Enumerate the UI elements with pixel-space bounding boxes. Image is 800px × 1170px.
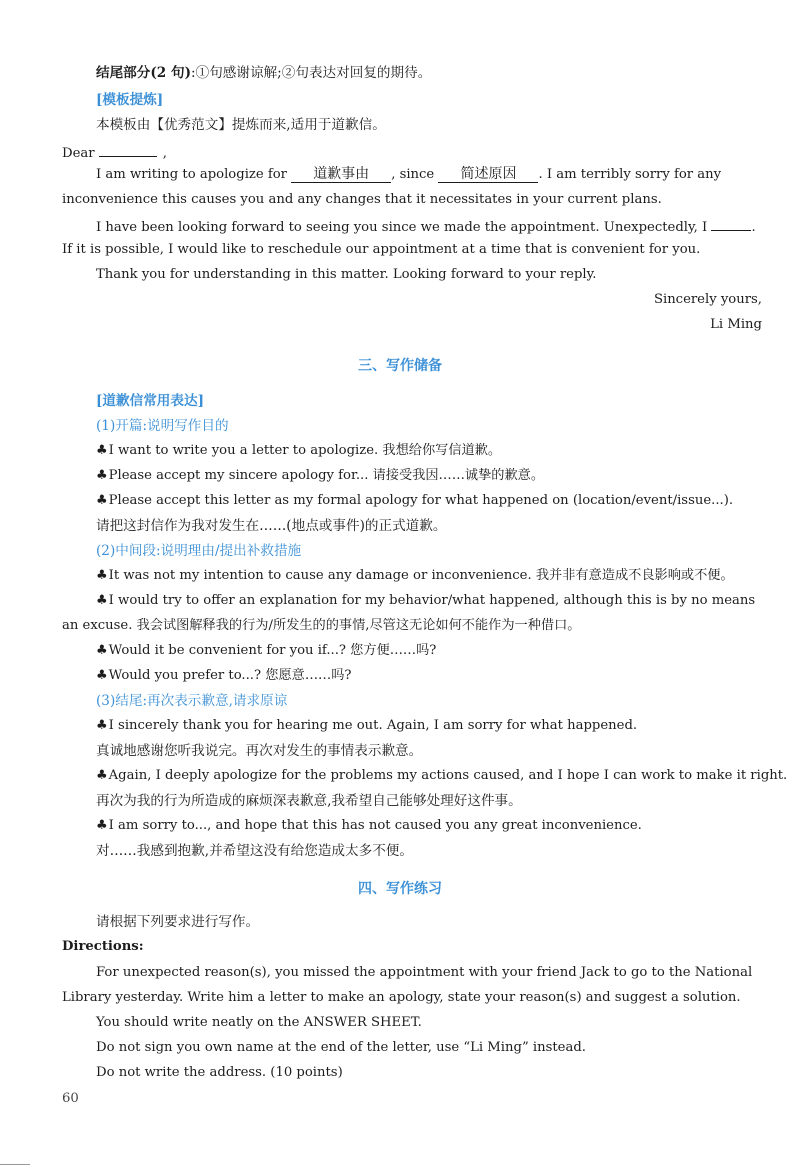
club-icon: ♣ bbox=[96, 643, 108, 658]
expression-10-zh: 对……我感到抱歉,并希望这没有给您造成太多不便。 bbox=[96, 843, 413, 859]
section4-title: 四、写作练习 bbox=[358, 881, 442, 897]
fill-brief-reason: 简述原因 bbox=[438, 166, 538, 183]
expression-9 bbox=[96, 767, 787, 785]
expression-4-text: It was not my intention to cause any damage or inconvenience. 我并非有意造成不良影响或不便。 bbox=[108, 568, 734, 583]
directions-label: Directions: bbox=[62, 939, 144, 954]
club-icon: ♣ bbox=[96, 718, 108, 733]
dear-blank bbox=[99, 142, 157, 157]
end-part-line bbox=[96, 64, 431, 82]
directions-1: For unexpected reason(s), you missed the appointment with your friend Jack to go to the National bbox=[96, 965, 753, 980]
club-icon: ♣ bbox=[96, 468, 108, 483]
expression-4 bbox=[96, 567, 734, 585]
section3-title: 三、写作储备 bbox=[358, 358, 442, 374]
end-part-text: :①句感谢谅解;②句表达对回复的期待。 bbox=[191, 65, 432, 81]
expression-5 bbox=[96, 592, 755, 610]
expression-9-zh: 再次为我的行为所造成的麻烦深表歉意,我希望自己能够处理好这件事。 bbox=[96, 793, 522, 809]
p1-text-a: I am writing to apologize for bbox=[96, 167, 287, 182]
directions-1-cont: Library yesterday. Write him a letter to make an apology, state your reason(s) and suggest a solution. bbox=[62, 990, 741, 1005]
end-part-label: 结尾部分(2 句) bbox=[96, 65, 192, 81]
club-icon: ♣ bbox=[96, 593, 108, 608]
closing: Sincerely yours, bbox=[653, 292, 762, 307]
expression-9-text: Again, I deeply apologize for the problems my actions caused, and I hope I can work to make it right. bbox=[108, 768, 788, 783]
p2-text-a: I have been looking forward to seeing you since we made the appointment. Unexpectedly, I bbox=[96, 220, 708, 235]
template-tag: [模板提炼] bbox=[96, 92, 164, 108]
p2-blank bbox=[711, 216, 751, 231]
expression-3-zh: 请把这封信作为我对发生在……(地点或事件)的正式道歉。 bbox=[96, 518, 447, 534]
p1-text-c: . I am terribly sorry for any bbox=[538, 167, 722, 182]
signature-name: Li Ming bbox=[710, 317, 762, 332]
expression-2-text: Please accept my sincere apology for... 请接受我因……诚挚的歉意。 bbox=[108, 468, 545, 483]
template-p2-line2: If it is possible, I would like to reschedule our appointment at a time that is convenient for you. bbox=[62, 242, 701, 257]
section3-tag: [道歉信常用表达] bbox=[96, 393, 205, 409]
expression-10 bbox=[96, 817, 642, 835]
template-p2-line1 bbox=[96, 216, 756, 237]
section3-sub1: (1)开篇:说明写作目的 bbox=[96, 418, 229, 434]
expression-5-cont: an excuse. 我会试图解释我的行为/所发生的的事情,尽管这无论如何不能作为一种借口。 bbox=[62, 618, 581, 633]
dear-label: Dear bbox=[62, 146, 95, 161]
expression-5-text: I would try to offer an explanation for my behavior/what happened, although this is by no means bbox=[108, 593, 756, 608]
club-icon: ♣ bbox=[96, 768, 108, 783]
page-number: 60 bbox=[62, 1091, 79, 1106]
expression-7 bbox=[96, 667, 351, 685]
dear-line bbox=[62, 142, 167, 163]
dear-comma: , bbox=[162, 146, 167, 161]
club-icon: ♣ bbox=[96, 493, 108, 508]
section4-intro: 请根据下列要求进行写作。 bbox=[96, 914, 260, 930]
expression-3 bbox=[96, 492, 733, 510]
expression-1-text: I want to write you a letter to apologize. 我想给你写信道歉。 bbox=[108, 443, 502, 458]
club-icon: ♣ bbox=[96, 668, 108, 683]
expression-6 bbox=[96, 642, 436, 660]
section3-sub2: (2)中间段:说明理由/提出补救措施 bbox=[96, 543, 302, 559]
expression-1 bbox=[96, 442, 501, 460]
p1-text-b: , since bbox=[391, 167, 435, 182]
section3-sub3: (3)结尾:再次表示歉意,请求原谅 bbox=[96, 693, 288, 709]
template-p3: Thank you for understanding in this matter. Looking forward to your reply. bbox=[96, 267, 597, 282]
directions-4: Do not write the address. (10 points) bbox=[96, 1065, 343, 1080]
template-p1-line2: inconvenience this causes you and any changes that it necessitates in your current plans. bbox=[62, 192, 662, 207]
club-icon: ♣ bbox=[96, 568, 108, 583]
p2-end: . bbox=[751, 220, 756, 235]
expression-7-text: Would you prefer to...? 您愿意……吗? bbox=[108, 668, 352, 683]
corner-mark bbox=[0, 1164, 30, 1165]
expression-8 bbox=[96, 717, 637, 735]
directions-2: You should write neatly on the ANSWER SHEET. bbox=[96, 1015, 422, 1030]
club-icon: ♣ bbox=[96, 443, 108, 458]
expression-6-text: Would it be convenient for you if...? 您方便……吗? bbox=[108, 643, 437, 658]
directions-3: Do not sign you own name at the end of the letter, use “Li Ming” instead. bbox=[96, 1040, 586, 1055]
fill-apology-reason: 道歉事由 bbox=[291, 166, 391, 183]
club-icon: ♣ bbox=[96, 818, 108, 833]
template-intro: 本模板由【优秀范文】提炼而来,适用于道歉信。 bbox=[96, 117, 386, 133]
expression-10-text: I am sorry to..., and hope that this has not caused you any great inconvenience. bbox=[108, 818, 642, 833]
expression-2 bbox=[96, 467, 544, 485]
expression-3-text: Please accept this letter as my formal apology for what happened on (location/event/issue...). bbox=[108, 493, 734, 508]
expression-8-text: I sincerely thank you for hearing me out. Again, I am sorry for what happened. bbox=[108, 718, 638, 733]
template-p1-line1 bbox=[96, 166, 721, 184]
expression-8-zh: 真诚地感谢您听我说完。再次对发生的事情表示歉意。 bbox=[96, 743, 423, 759]
